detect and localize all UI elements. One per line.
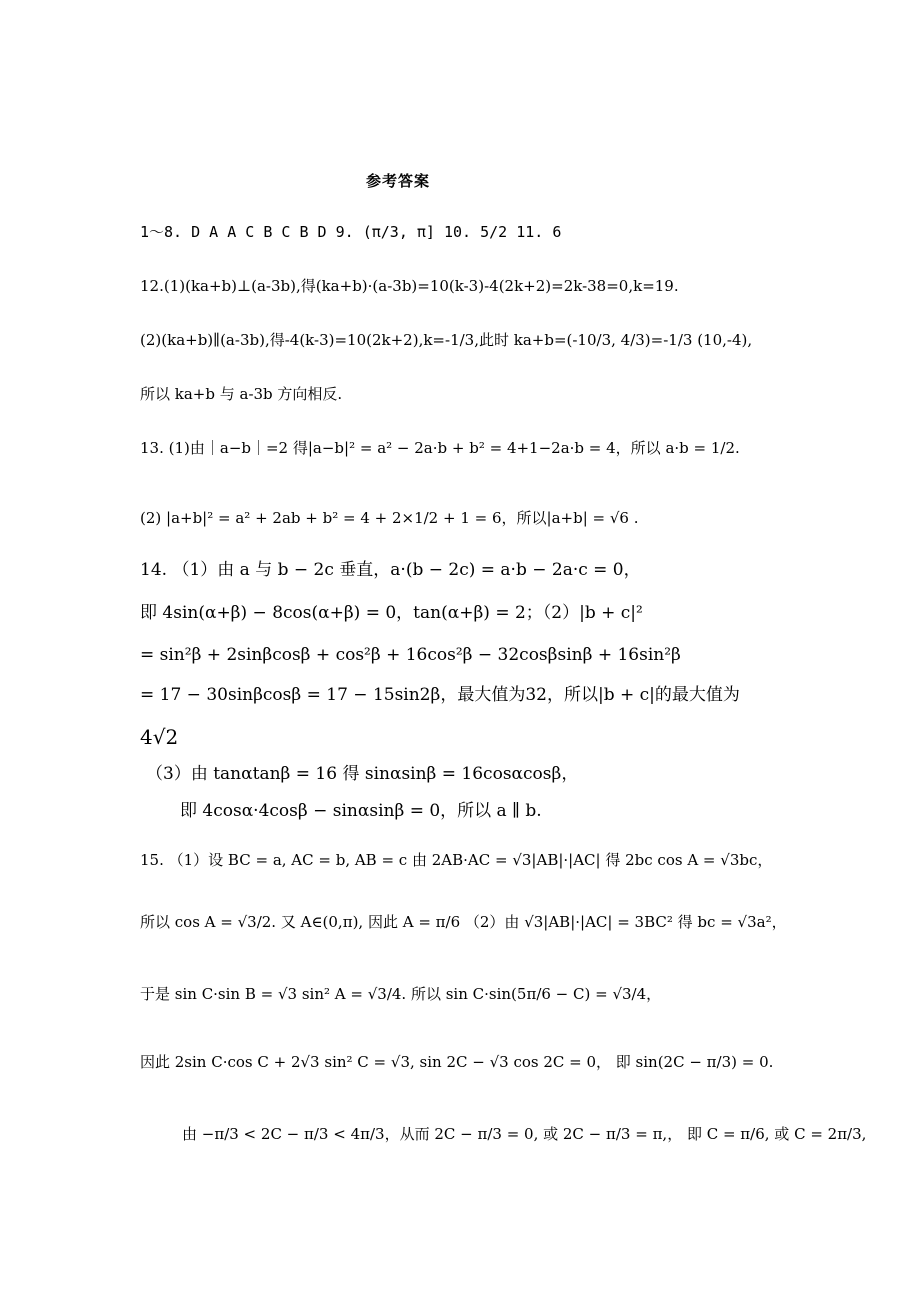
answer-line-15-3: 于是 sin C·sin B = √3 sin² A = √3/4. 所以 sin C·sin(5π/6 − C) = √3/4， [140,985,662,1003]
answer-line-15-1: 15. （1）设 BC = a, AC = b, AB = c 由 2AB·AC = √3|AB|·|AC| 得 2bc cos A = √3bc， [140,851,773,869]
answer-line-13-1: 13. (1)由｜a−b｜=2 得|a−b|² = a² − 2a·b + b² = 4+1−2a·b = 4，所以 a·b = 1/2. [140,439,740,457]
answer-line-13-2: (2) |a+b|² = a² + 2ab + b² = 4 + 2×1/2 + 1 = 6，所以|a+b| = √6 . [140,509,639,527]
answer-line-14-1: 14. （1）由 a 与 b − 2c 垂直，a·(b − 2c) = a·b − 2a·c = 0， [140,560,641,580]
page-title: 参考答案 [366,172,431,190]
answer-line-12-2: (2)(ka+b)∥(a-3b),得-4(k-3)=10(2k+2),k=-1/3,此时 ka+b=(-10/3, 4/3)=-1/3 (10,-4), [140,331,753,349]
answer-line-15-5: 由 −π/3 < 2C − π/3 < 4π/3，从而 2C − π/3 = 0, 或 2C − π/3 = π,， 即 C = π/6, 或 C = 2π/3, [182,1125,867,1143]
answer-line-14-7: 即 4cosα·4cosβ − sinαsinβ = 0，所以 a ∥ b. [180,801,542,821]
answer-line-14-4: = 17 − 30sinβcosβ = 17 − 15sin2β，最大值为32，所以|b + c|的最大值为 [140,685,740,705]
answer-line-15-4: 因此 2sin C·cos C + 2√3 sin² C = √3, sin 2C − √3 cos 2C = 0， 即 sin(2C − π/3) = 0. [140,1053,774,1071]
answer-line-14-5: 4√2 [140,725,179,749]
answer-line-14-3: = sin²β + 2sinβcosβ + cos²β + 16cos²β − 32cosβsinβ + 16sin²β [140,645,681,665]
answer-line-12-conclusion: 所以 ka+b 与 a-3b 方向相反. [140,385,343,403]
answer-line-15-2: 所以 cos A = √3/2. 又 A∈(0,π), 因此 A = π/6 （2）由 √3|AB|·|AC| = 3BC² 得 bc = √3a²， [140,913,787,931]
answer-line-12-1: 12.(1)(ka+b)⊥(a-3b),得(ka+b)·(a-3b)=10(k-3)-4(2k+2)=2k-38=0,k=19. [140,277,679,295]
answer-line-14-2: 即 4sin(α+β) − 8cos(α+β) = 0，tan(α+β) = 2；（2）|b + c|² [140,603,643,623]
answer-line-1-11: 1～8. D A A C B C B D 9. (π/3, π] 10. 5/2 11. 6 [140,223,562,241]
answer-line-14-6: （3）由 tanαtanβ = 16 得 sinαsinβ = 16cosαcosβ， [146,764,579,784]
